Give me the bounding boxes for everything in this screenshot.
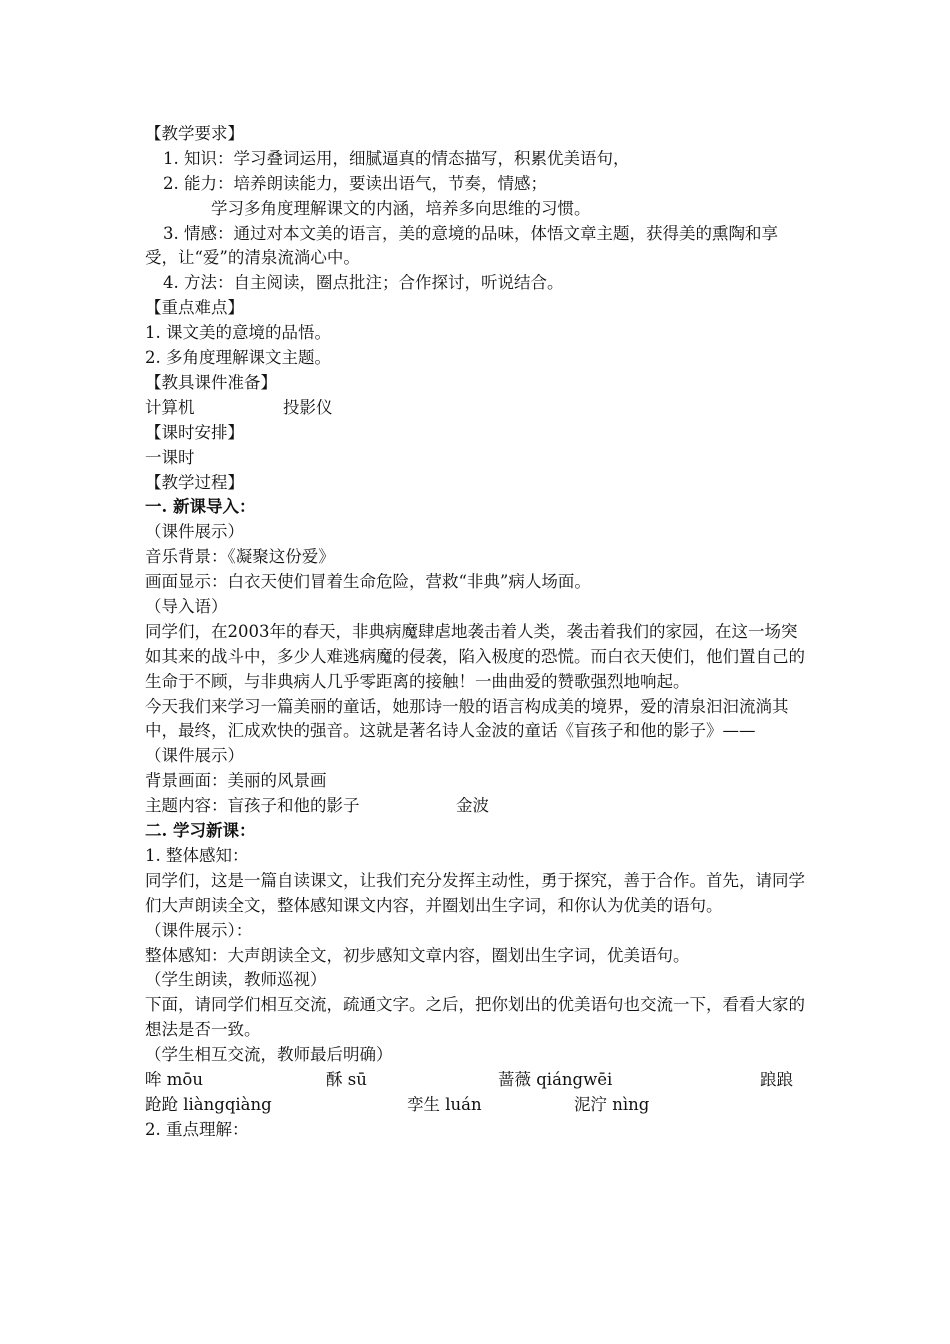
intro-note: （导入语） (145, 596, 228, 616)
overall-perception-task: 整体感知：大声朗读全文，初步感知文章内容，圈划出生字词，优美语句。 (145, 945, 690, 965)
vocab-row-1 (145, 1068, 805, 1093)
section-heading-requirements: 【教学要求】 (145, 124, 244, 143)
requirement-method: 4. 方法：自主阅读，圈点批注；合作探讨，听说结合。 (163, 273, 564, 293)
requirement-ability: 2. 能力：培养朗读能力，要读出语气，节奏，情感； (163, 173, 547, 193)
intro-paragraph-2: 今天我们来学习一篇美丽的童话，她那诗一般的语言构成美的境界，爱的清泉汩汩流淌其中，最终，汇成欢快的强音。这就是著名诗人金波的童话《盲孩子和他的影子》—— (145, 696, 789, 741)
section-heading-schedule: 【课时安排】 (145, 422, 244, 442)
background-picture: 背景画面：美丽的风景画 (145, 771, 327, 791)
requirement-knowledge: 1. 知识：学习叠词运用，细腻逼真的情态描写，积累优美语句， (163, 148, 630, 168)
vocab-su: 酥 sū (326, 1070, 367, 1090)
keypoint-1: 1. 课文美的意境的品悟。 (145, 323, 331, 343)
part-one-heading: 一. 新课导入： (145, 497, 256, 517)
equipment-computer: 计算机 (145, 397, 195, 417)
vocab-luan: 孪生 luán (407, 1094, 482, 1114)
part-two-heading: 二. 学习新课： (145, 821, 256, 841)
equipment-projector: 投影仪 (283, 397, 333, 417)
intro-paragraph-1: 同学们，在2003年的春天，非典病魔肆虐地袭击着人类，袭击着我们的家园，在这一场突如其来的战斗中，多少人难逃病魔的侵袭，陷入极度的恐慌。而白衣天使们，他们置自己的生命于不顾，与非典病人几乎零距离的接触！一曲曲爱的赞歌强烈地响起。 (145, 621, 805, 691)
theme-author: 金波 (456, 796, 489, 816)
vocab-row-2 (145, 1093, 805, 1118)
overall-perception-paragraph: 同学们，这是一篇自读课文，让我们充分发挥主动性，勇于探究，善于合作。首先，请同学们大声朗读全文，整体感知课文内容，并圈划出生字词，和你认为优美的语句。 (145, 870, 805, 915)
courseware-note-3: （课件展示）： (145, 920, 253, 940)
vocab-qiangwei: 蔷薇 qiángwēi (498, 1070, 613, 1090)
key-understanding-heading: 2. 重点理解： (145, 1119, 249, 1139)
theme-row (145, 794, 805, 819)
overall-perception-heading: 1. 整体感知： (145, 845, 249, 865)
section-heading-keypoints: 【重点难点】 (145, 298, 244, 318)
section-heading-equipment: 【教具课件准备】 (145, 372, 277, 392)
requirement-emotion: 3. 情感：通过对本文美的语言，美的意境的品味，体悟文章主题，获得美的熏陶和享受，让“爱”的清泉流淌心中。 (145, 223, 778, 268)
schedule-value: 一课时 (145, 447, 195, 467)
student-reading-note: （学生朗读，教师巡视） (145, 970, 327, 990)
vocab-liangqiang: 跄跄 liàngqiàng (145, 1094, 272, 1114)
theme-content: 主题内容：盲孩子和他的影子 (145, 796, 360, 816)
requirement-ability-cont: 学习多角度理解课文的内涵，培养多向思维的习惯。 (211, 198, 591, 218)
music-background: 音乐背景：《凝聚这份爱》 (145, 547, 335, 567)
equipment-row (145, 396, 805, 421)
vocab-mou: 哞 mōu (145, 1070, 203, 1090)
screen-display: 画面显示：白衣天使们冒着生命危险，营救“非典”病人场面。 (145, 572, 591, 592)
courseware-note-1: （课件展示） (145, 522, 244, 542)
exchange-note: （学生相互交流，教师最后明确） (145, 1045, 393, 1065)
document-page (145, 122, 805, 1143)
section-heading-process: 【教学过程】 (145, 472, 244, 492)
vocab-liangliang: 踉踉 (760, 1070, 793, 1090)
exchange-paragraph: 下面，请同学们相互交流，疏通文字。之后，把你划出的优美语句也交流一下，看看大家的想法是否一致。 (145, 995, 805, 1040)
courseware-note-2: （课件展示） (145, 746, 244, 766)
vocab-ning: 泥泞 nìng (574, 1094, 650, 1114)
keypoint-2: 2. 多角度理解课文主题。 (145, 348, 331, 368)
